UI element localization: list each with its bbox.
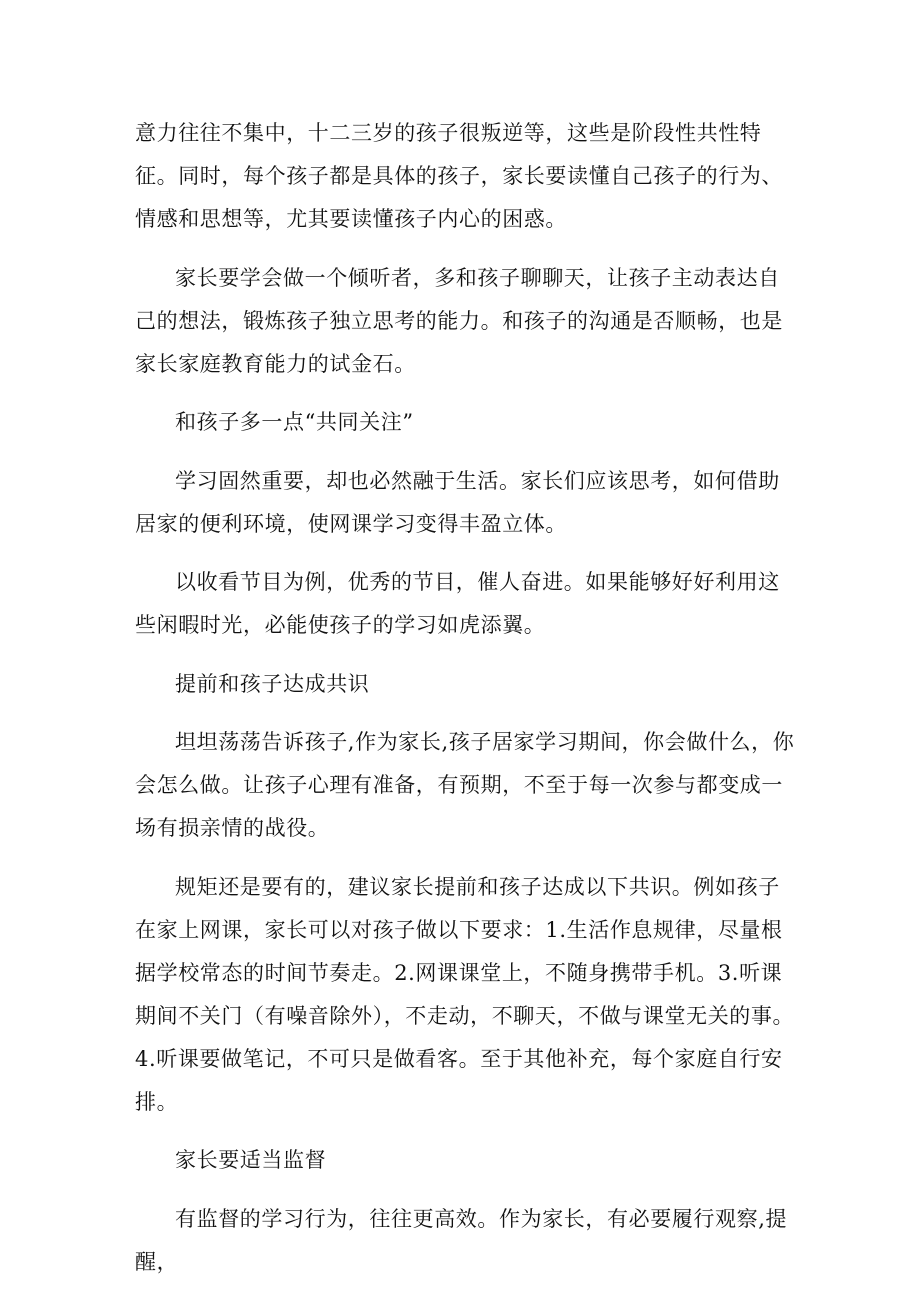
paragraph-continuation: 意力往往不集中，十二三岁的孩子很叛逆等，这些是阶段性共性特征。同时，每个孩子都是具体的孩子，家长要读懂自己孩子的行为、情感和思想等，尤其要读懂孩子内心的困惑。 <box>135 121 783 231</box>
paragraph: 家长要学会做一个倾听者，多和孩子聊聊天，让孩子主动表达自己的想法，锻炼孩子独立思考的能力。和孩子的沟通是否顺畅，也是家长家庭教育能力的试金石。 <box>135 265 783 376</box>
paragraph: 规矩还是要有的，建议家长提前和孩子达成以下共识。例如孩子在家上网课，家长可以对孩子做以下要求：1.生活作息规律，尽量根据学校常态的时间节奏走。2.网课课堂上，不随身携带手机。3.听课期间不关门（有噪音除外），不走动，不聊天，不做与课堂无关的事。4.听课要做笔记，不可只是做看客。至于其他补充，每个家庭自行安排。 <box>135 874 795 1114</box>
paragraph: 坦坦荡荡告诉孩子,作为家长,孩子居家学习期间，你会做什么，你会怎么做。让孩子心理有准备，有预期，不至于每一次参与都变成一场有损亲情的战役。 <box>135 730 795 840</box>
section-heading: 和孩子多一点“共同关注” <box>175 410 414 434</box>
paragraph: 以收看节目为例，优秀的节目，催人奋进。如果能够好好利用这些闲暇时光，必能使孩子的学习如虎添翼。 <box>135 570 780 637</box>
paragraph: 学习固然重要，却也必然融于生活。家长们应该思考，如何借助居家的便利环境，使网课学习变得丰盈立体。 <box>135 468 780 536</box>
section-heading: 家长要适当监督 <box>175 1148 327 1172</box>
paragraph: 有监督的学习行为，往往更高效。作为家长，有必要履行观察,提醒， <box>135 1206 788 1274</box>
section-heading: 提前和孩子达成共识 <box>175 671 370 696</box>
document-body <box>135 112 795 1299</box>
